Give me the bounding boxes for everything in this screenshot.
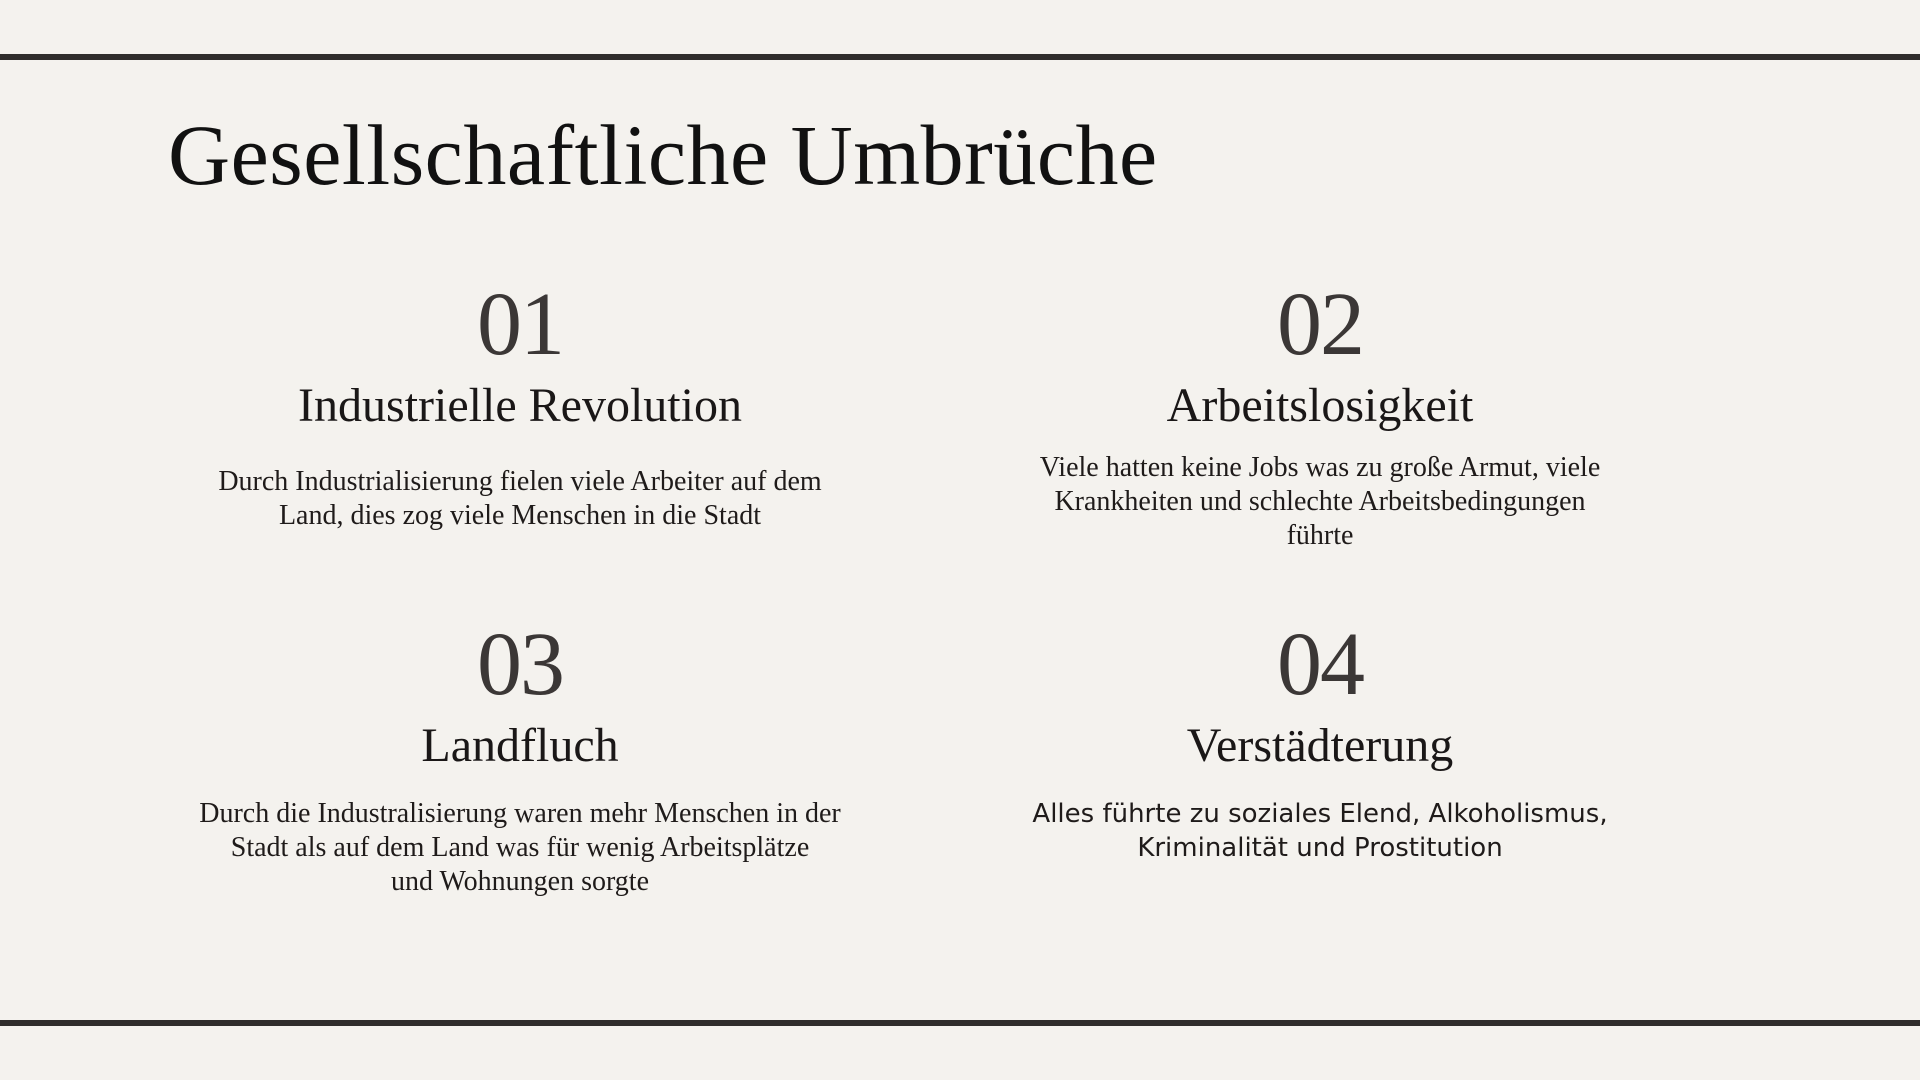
top-divider — [0, 54, 1920, 60]
slide-title: Gesellschaftliche Umbrüche — [168, 107, 1158, 203]
section-heading: Arbeitslosigkeit — [1166, 379, 1474, 432]
section-heading: Industrielle Revolution — [298, 379, 742, 432]
section-landfluch — [150, 615, 890, 899]
section-heading: Landfluch — [421, 719, 619, 772]
section-description: Viele hatten keine Jobs was zu große Armut, viele Krankheiten und schlechte Arbeitsbedingungen führte — [1039, 452, 1601, 552]
section-verstaedterung — [950, 615, 1690, 865]
section-number: 04 — [1277, 615, 1363, 714]
section-description: Alles führte zu soziales Elend, Alkoholismus, Kriminalität und Prostitution — [1032, 799, 1608, 864]
section-number: 01 — [477, 275, 563, 374]
section-number: 02 — [1277, 275, 1363, 374]
section-number: 03 — [477, 615, 563, 714]
section-heading: Verstädterung — [1186, 719, 1454, 772]
section-industrielle-revolution — [150, 275, 890, 533]
section-description: Durch die Industralisierung waren mehr Menschen in der Stadt als auf dem Land was für wenig Arbeitsplätze und Wohnungen sorgte — [199, 798, 841, 898]
section-arbeitslosigkeit — [950, 275, 1690, 553]
bottom-divider — [0, 1020, 1920, 1026]
section-description: Durch Industrialisierung fielen viele Arbeiter auf dem Land, dies zog viele Menschen in die Stadt — [218, 466, 822, 532]
